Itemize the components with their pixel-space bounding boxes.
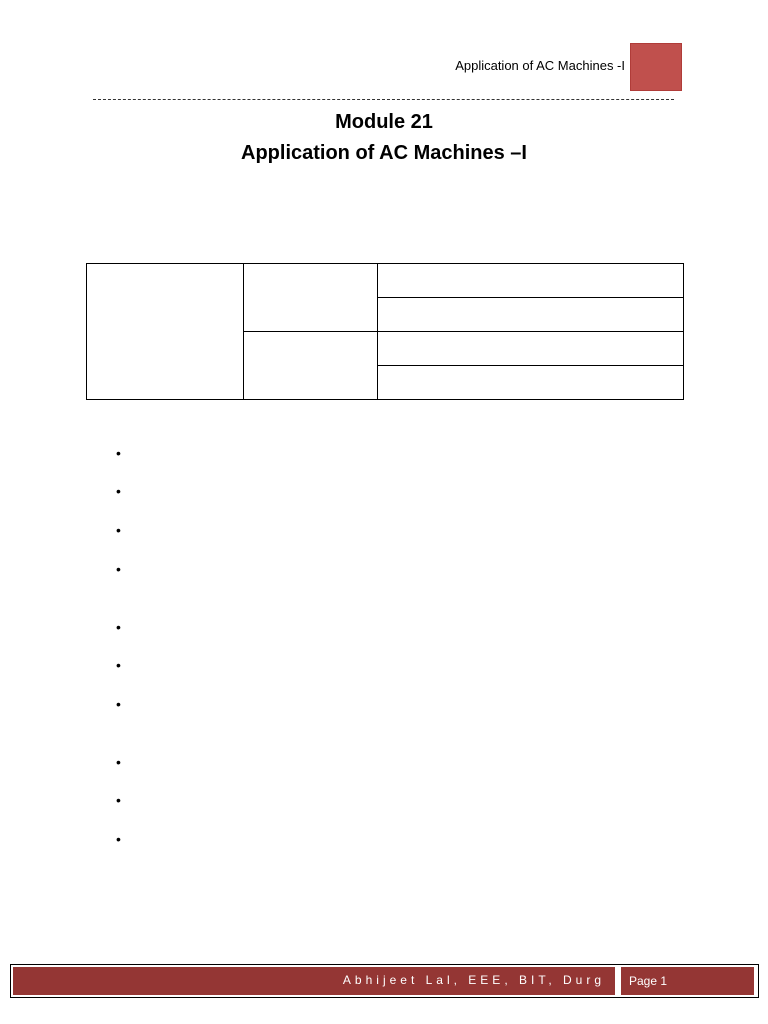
list-bullet: • (116, 445, 121, 461)
running-header-title: Application of AC Machines -I (455, 58, 625, 73)
page-number: Page 1 (629, 974, 668, 988)
list-bullet: • (116, 831, 121, 847)
list-bullet: • (116, 657, 121, 673)
list-bullet: • (116, 619, 121, 635)
module-subject-heading: Application of AC Machines –I (241, 142, 527, 164)
list-bullet: • (116, 483, 121, 499)
bullet-list (116, 0, 676, 900)
list-bullet: • (116, 754, 121, 770)
list-bullet: • (116, 696, 121, 712)
footer-page-box (619, 967, 754, 995)
list-bullet: • (116, 792, 121, 808)
list-bullet: • (116, 522, 121, 538)
module-number-heading: Module 21 (335, 111, 433, 133)
list-bullet: • (116, 561, 121, 577)
footer-band (13, 967, 615, 995)
footer-author: Abhijeet Lal, EEE, BIT, Durg (342, 973, 605, 987)
